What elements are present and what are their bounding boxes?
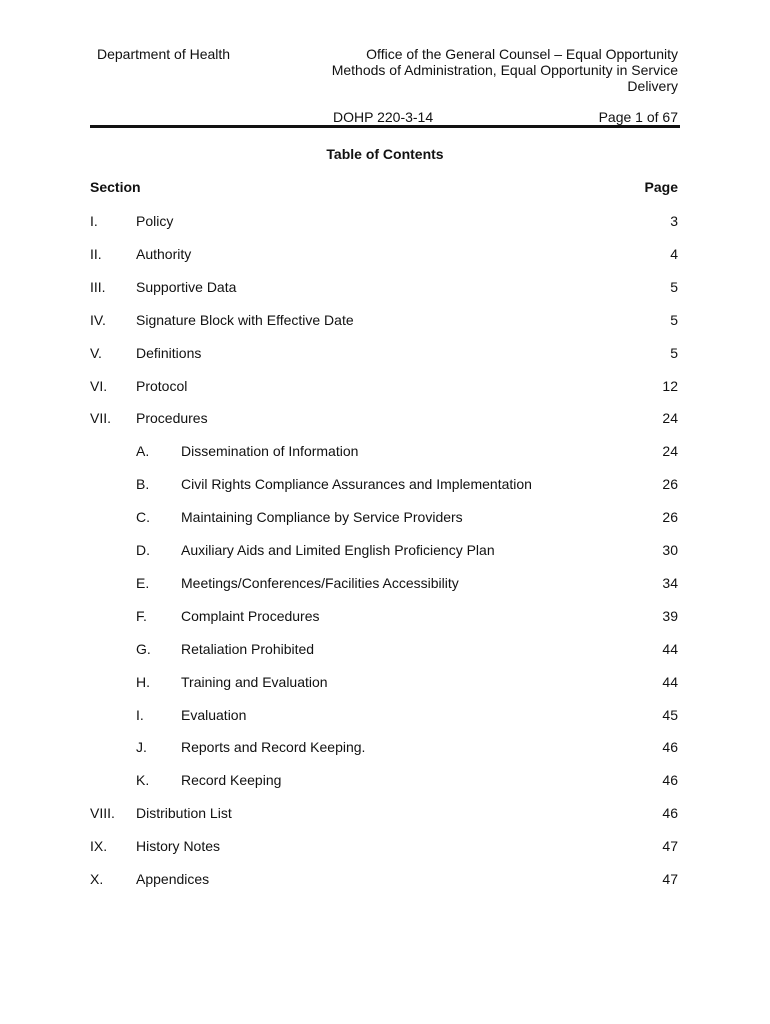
document-number: DOHP 220-3-14: [333, 109, 434, 125]
toc-entry-number: B.: [136, 476, 150, 492]
toc-entry: [0, 838, 770, 854]
toc-entry-title: Reports and Record Keeping.: [181, 739, 366, 755]
toc-entry-page: 5: [670, 345, 678, 361]
toc-entry-number: E.: [136, 575, 150, 591]
toc-entry: [0, 739, 770, 755]
toc-entry: [0, 345, 770, 361]
toc-entry-number: IV.: [90, 312, 106, 328]
toc-entry-page: 12: [662, 378, 678, 394]
toc-entry-page: 34: [662, 575, 678, 591]
toc-entry-title: Civil Rights Compliance Assurances and Implementation: [181, 476, 532, 492]
page-column-heading: Page: [644, 179, 678, 195]
toc-entry: [0, 575, 770, 591]
toc-entry: [0, 378, 770, 394]
toc-entry-title: History Notes: [136, 838, 221, 854]
toc-entry: [0, 805, 770, 821]
toc-entry-title: Supportive Data: [136, 279, 237, 295]
toc-entry-number: D.: [136, 542, 150, 558]
toc-entry-title: Appendices: [136, 871, 210, 887]
toc-entry-page: 24: [662, 443, 678, 459]
office-line-2: Methods of Administration, Equal Opportunity in Service: [331, 62, 678, 78]
office-line-1: Office of the General Counsel – Equal Opportunity: [366, 46, 678, 62]
toc-entry-title: Retaliation Prohibited: [181, 641, 315, 657]
toc-entry: [0, 641, 770, 657]
toc-entry-number: IX.: [90, 838, 108, 854]
toc-entry-number: I.: [90, 213, 98, 229]
toc-entry-page: 44: [662, 674, 678, 690]
toc-entry: [0, 443, 770, 459]
toc-entry-number: F.: [136, 608, 147, 624]
toc-entry-number: VIII.: [90, 805, 115, 821]
toc-entry-number: V.: [90, 345, 102, 361]
toc-entry-page: 4: [670, 246, 678, 262]
toc-entry-title: Complaint Procedures: [181, 608, 320, 624]
toc-entry-number: A.: [136, 443, 150, 459]
toc-entry-number: J.: [136, 739, 147, 755]
toc-entry-number: K.: [136, 772, 150, 788]
toc-entry-title: Definitions: [136, 345, 202, 361]
toc-entry: [0, 608, 770, 624]
toc-entry-page: 46: [662, 772, 678, 788]
toc-entry: [0, 476, 770, 492]
toc-entry-page: 5: [670, 312, 678, 328]
toc-entry-number: VII.: [90, 410, 112, 426]
toc-entry-number: H.: [136, 674, 150, 690]
toc-entry-title: Policy: [136, 213, 174, 229]
toc-entry-title: Protocol: [136, 378, 188, 394]
toc-entry-title: Procedures: [136, 410, 208, 426]
toc-entry-number: X.: [90, 871, 104, 887]
toc-entry-page: 45: [662, 707, 678, 723]
toc-entry: [0, 312, 770, 328]
toc-entry-page: 47: [662, 871, 678, 887]
toc-entry-page: 46: [662, 739, 678, 755]
header-divider: [90, 125, 680, 128]
toc-entry-title: Auxiliary Aids and Limited English Proficiency Plan: [181, 542, 495, 558]
toc-entry: [0, 246, 770, 262]
toc-entry-number: III.: [90, 279, 106, 295]
toc-entry: [0, 279, 770, 295]
toc-entry-title: Evaluation: [181, 707, 247, 723]
toc-entry-title: Signature Block with Effective Date: [136, 312, 354, 328]
toc-entry-page: 26: [662, 476, 678, 492]
toc-entry-page: 44: [662, 641, 678, 657]
toc-entry-page: 5: [670, 279, 678, 295]
toc-entry-number: VI.: [90, 378, 108, 394]
toc-entry-title: Distribution List: [136, 805, 232, 821]
toc-entry-title: Record Keeping: [181, 772, 282, 788]
toc-entry-title: Maintaining Compliance by Service Providers: [181, 509, 463, 525]
toc-entry-page: 47: [662, 838, 678, 854]
toc-entry: [0, 674, 770, 690]
section-column-heading: Section: [90, 179, 141, 195]
department-name: Department of Health: [97, 46, 231, 62]
toc-entry: [0, 772, 770, 788]
toc-entry-title: Meetings/Conferences/Facilities Accessibility: [181, 575, 459, 591]
toc-entry: [0, 871, 770, 887]
toc-entry-page: 30: [662, 542, 678, 558]
toc-entry-title: Dissemination of Information: [181, 443, 359, 459]
toc-entry-number: II.: [90, 246, 102, 262]
toc-entry-number: I.: [136, 707, 144, 723]
toc-entry: [0, 410, 770, 426]
toc-entry-page: 26: [662, 509, 678, 525]
toc-entry: [0, 707, 770, 723]
toc-entry-title: Authority: [136, 246, 192, 262]
toc-entry: [0, 542, 770, 558]
toc-entry-title: Training and Evaluation: [181, 674, 328, 690]
toc-entry-number: G.: [136, 641, 151, 657]
toc-entry: [0, 509, 770, 525]
office-line-3: Delivery: [627, 78, 678, 94]
page-indicator: Page 1 of 67: [598, 109, 678, 125]
toc-title: Table of Contents: [326, 146, 444, 162]
toc-entry-page: 24: [662, 410, 678, 426]
toc-entry-page: 39: [662, 608, 678, 624]
toc-entry-page: 46: [662, 805, 678, 821]
toc-entry-page: 3: [670, 213, 678, 229]
toc-entry-number: C.: [136, 509, 150, 525]
toc-entry: [0, 213, 770, 229]
